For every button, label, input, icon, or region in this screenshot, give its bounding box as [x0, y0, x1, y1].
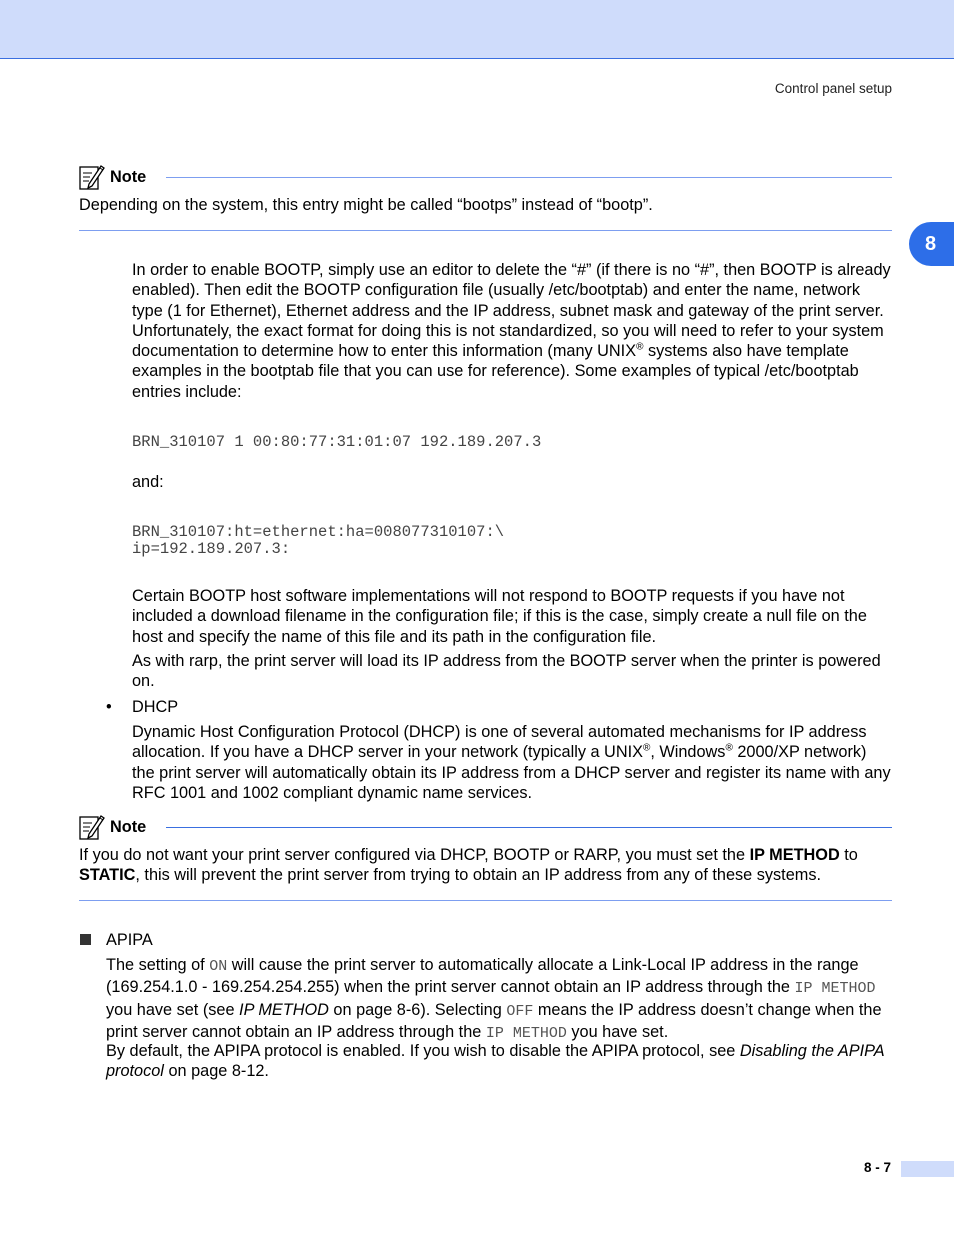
note-pencil-icon	[78, 163, 106, 191]
note-header	[78, 163, 892, 191]
page-number: 8 - 7	[864, 1160, 892, 1175]
cross-reference-link[interactable]: Disabling the APIPA protocol	[106, 1042, 885, 1081]
bullet: •	[106, 698, 112, 716]
bootp-paragraph: In order to enable BOOTP, simply use an editor to delete the “#” (if there is no “#”, then BOOTP is already enabled). Then edit the BOOTP configuration file (usually /etc/bootptab) and enter the name, network type (1 for Ethernet), Ethernet address and the IP address, subnet mask and gateway of the print server. Unfortunately, the exact format for doing this is not standardized, so you will need to refer to your system documentation to determine how to enter this information (many UNIX® systems also have template examples in the bootptab file that you can use for reference). Some examples of typical /etc/bootptab entries include:	[132, 261, 891, 401]
note-text: If you do not want your print server configured via DHCP, BOOTP or RARP, you must set the IP METHOD to STATIC, this will prevent the print server from trying to obtain an IP address from any of these systems.	[79, 846, 858, 885]
header-band	[0, 0, 954, 59]
code-line: BRN_310107 1 00:80:77:31:01:07 192.189.207.3	[132, 433, 542, 451]
bootp-paragraph-2: Certain BOOTP host software implementations will not respond to BOOTP requests if you have not included a download filename in the configuration file; if this is the case, simply create a null file on the host and specify the name of this file and its path in the configuration file.	[132, 587, 867, 646]
note-text: Depending on the system, this entry might be called “bootps” instead of “bootp”.	[79, 196, 653, 214]
divider	[166, 177, 892, 178]
and-text: and:	[132, 473, 164, 491]
divider	[79, 230, 892, 231]
note-label: Note	[110, 818, 147, 836]
apipa-paragraph: The setting of ON will cause the print server to automatically allocate a Link-Local IP address in the range (169.254.1.0 - 169.254.254.255) when the print server cannot obtain an IP address through the IP METHOD you have set (see IP METHOD on page 8-6). Selecting OFF means the IP address doesn’t change when the print server cannot obtain an IP address through the IP METHOD you have set.	[106, 956, 882, 1042]
footer-band	[901, 1161, 954, 1177]
bootp-paragraph-3: As with rarp, the print server will load its IP address from the BOOTP server when the printer is powered on.	[132, 652, 881, 691]
chapter-tab[interactable]: 8	[909, 222, 954, 266]
divider	[79, 900, 892, 901]
square-bullet	[80, 934, 91, 945]
section-title: Control panel setup	[774, 81, 892, 96]
code-line: BRN_310107:ht=ethernet:ha=008077310107:\	[132, 523, 505, 541]
apipa-heading: APIPA	[106, 931, 153, 949]
dhcp-heading: DHCP	[132, 698, 179, 716]
divider	[166, 827, 892, 828]
note-label: Note	[110, 168, 147, 186]
apipa-paragraph-2: By default, the APIPA protocol is enabled. If you wish to disable the APIPA protocol, see Disabling the APIPA protocol on page 8-12.	[106, 1042, 885, 1081]
code-line: ip=192.189.207.3:	[132, 540, 291, 558]
note-pencil-icon	[78, 813, 106, 841]
note-header	[78, 813, 892, 841]
dhcp-paragraph: Dynamic Host Configuration Protocol (DHCP) is one of several automated mechanisms for IP address allocation. If you have a DHCP server in your network (typically a UNIX®, Windows® 2000/XP network) the print server will automatically obtain its IP address from a DHCP server and register its name with any RFC 1001 and 1002 compliant dynamic name services.	[132, 723, 891, 802]
